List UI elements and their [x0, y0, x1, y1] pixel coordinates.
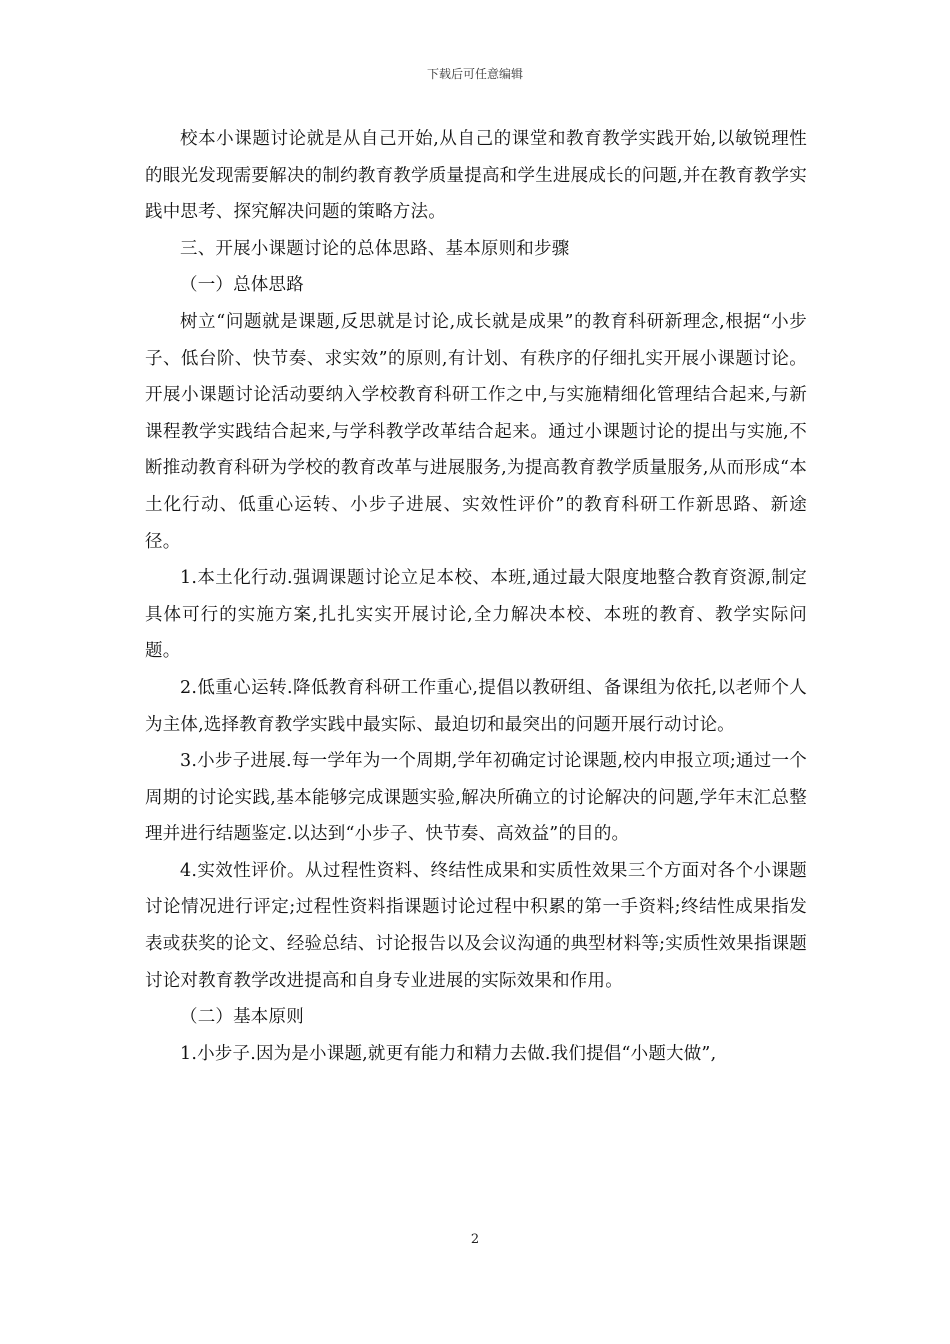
paragraph-principle-1: 1.小步子.因为是小课题,就更有能力和精力去做.我们提倡“小题大做”, — [180, 1043, 717, 1064]
subheading-overall-approach: （一）总体思路 — [180, 275, 304, 296]
page-number: 2 — [470, 1232, 480, 1247]
paragraph-overall-approach: 树立“问题就是课题,反思就是讨论,成长就是成果”的教育科研新理念,根据“小步子、低台阶、快节奏、求实效”的原则,有计划、有秩序的仔细扎实开展小课题讨论。开展小课题讨论活动要纳入学校教育科研工作之中,与实施精细化管理结合起来,与新课程教学实践结合起来,与学科教学改革结合起来。通过小课题讨论的提出与实施,不断推动教育科研为学校的教育改革与进展服务,为提高教育教学质量服务,从而形成“本土化行动、低重心运转、小步子进展、实效性评价”的教育科研工作新思路、新途径。 — [145, 311, 807, 552]
subheading-basic-principles: （二）基本原则 — [180, 1007, 304, 1028]
paragraph-intro: 校本小课题讨论就是从自己开始,从自己的课堂和教育教学实践开始,以敏锐理性的眼光发现需要解决的制约教育教学质量提高和学生进展成长的问题,并在教育教学实践中思考、探究解决问题的策略方法。 — [145, 129, 807, 223]
section-heading-3: 三、开展小课题讨论的总体思路、基本原则和步骤 — [180, 238, 570, 259]
paragraph-item-3: 3.小步子进展.每一学年为一个周期,学年初确定讨论课题,校内申报立项;通过一个周期的讨论实践,基本能够完成课题实验,解决所确立的讨论解决的问题,学年末汇总整理并进行结题鉴定.以达到“小步子、快节奏、高效益”的目的。 — [145, 751, 807, 845]
paragraph-item-2: 2.低重心运转.降低教育科研工作重心,提倡以教研组、备课组为依托,以老师个人为主体,选择教育教学实践中最实际、最迫切和最突出的问题开展行动讨论。 — [145, 677, 807, 735]
page-header: 下载后可任意编辑 — [426, 67, 523, 81]
document-body — [145, 121, 807, 1072]
paragraph-item-4: 4.实效性评价。从过程性资料、终结性成果和实质性效果三个方面对各个小课题讨论情况进行评定;过程性资料指课题讨论过程中积累的第一手资料;终结性成果指发表或获奖的论文、经验总结、讨论报告以及会议沟通的典型材料等;实质性效果指课题讨论对教育教学改进提高和自身专业进展的实际效果和作用。 — [145, 860, 807, 991]
paragraph-item-1: 1.本土化行动.强调课题讨论立足本校、本班,通过最大限度地整合教育资源,制定具体可行的实施方案,扎扎实实开展讨论,全力解决本校、本班的教育、教学实际问题。 — [145, 568, 807, 662]
